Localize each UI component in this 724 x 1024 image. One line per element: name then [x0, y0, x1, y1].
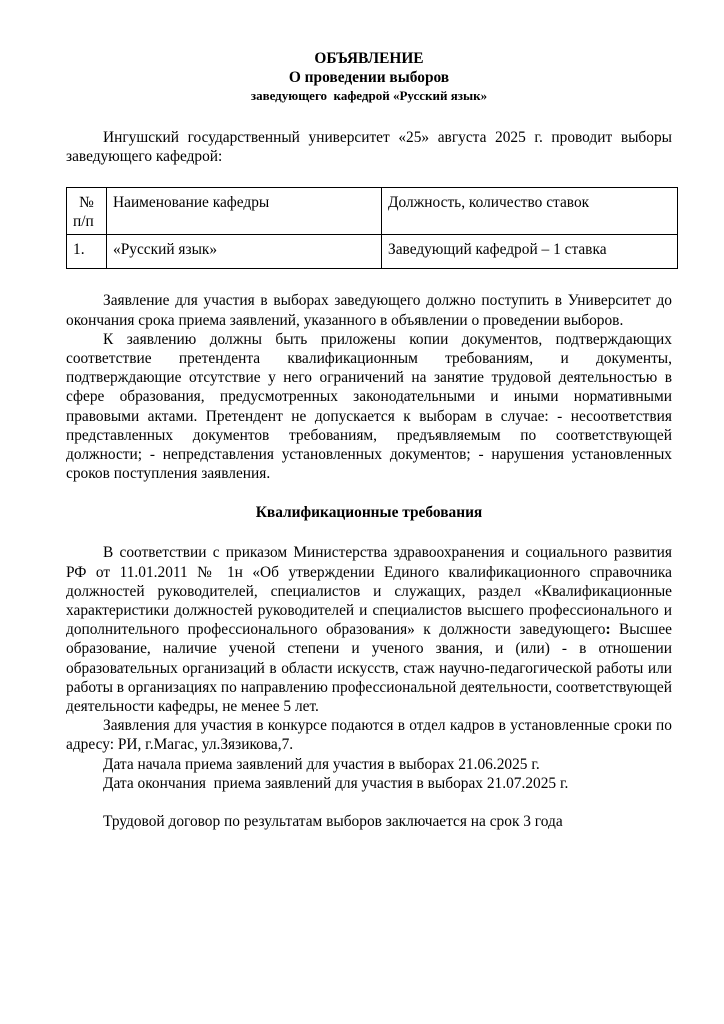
table-header-row: [67, 188, 678, 235]
row-position: Заведующий кафедрой – 1 ставка: [382, 235, 678, 269]
row-num: 1.: [67, 235, 107, 269]
qualification-paragraph: [66, 543, 672, 716]
header-name: Наименование кафедры: [107, 188, 382, 235]
document-page: [66, 50, 672, 831]
announcement-subtitle-2: заведующего кафедрой «Русский язык»: [250, 88, 488, 103]
submission-paragraph: Заявления для участия в конкурсе подаются в отдел кадров в установленные сроки по адресу: РИ, г.Магас, ул.Зязикова,7.: [66, 717, 672, 754]
qualification-text-1: В соответствии с приказом Министерства здравоохранения и социального развития РФ от 11.01.2011 № 1н «Об утверждении Единого квалификационного справочника должностей руководителей, специалистов и служащих, раздел «Квалификационные характеристики должностей руководителей и специалистов высшего профессионального и дополнительного профессионального образования» к должности заведующего: [66, 544, 672, 639]
header-num-line2: п/п: [73, 213, 94, 231]
end-date: Дата окончания приема заявлений для участия в выборах 21.07.2025 г.: [103, 774, 569, 792]
qualification-text-2: Высшее образование, наличие ученой степени и ученого звания, и (или) - в отношении образовательных организаций в области искусств, стаж научно-педагогической работы или работы в организациях по направлению профессиональной деятельности, соответствующей деятельности кафедры, не менее 5 лет.: [66, 621, 672, 716]
header-num-line1: №: [79, 194, 94, 212]
header-position: Должность, количество ставок: [382, 188, 678, 235]
paragraph-2: К заявлению должны быть приложены копии документов, подтверждающих соответствие претендента квалификационным требованиям, и документы, подтверждающие отсутствие у него ограничений на занятие трудовой деятельностью в сфере образования, предусмотренных законодательными и иными нормативными правовыми актами. Претендент не допускается к выборам в случае: - несоответствия представленных документов требованиям, предъявляемым по соответствующей должности; - непредставления установленных документов; - нарушения установленных сроков поступления заявления.: [66, 330, 672, 483]
row-name: «Русский язык»: [107, 235, 382, 269]
intro-paragraph: Ингушский государственный университет «25» августа 2025 г. проводит выборы заведующего кафедрой:: [66, 129, 672, 166]
header-num: [67, 188, 107, 235]
announcement-title: ОБЪЯВЛЕНИЕ: [314, 50, 424, 67]
department-table: [66, 187, 678, 269]
start-date: Дата начала приема заявлений для участия в выборах 21.06.2025 г.: [103, 755, 540, 773]
contract-paragraph: Трудовой договор по результатам выборов заключается на срок 3 года: [103, 813, 563, 831]
qualification-colon: :: [605, 621, 611, 639]
table-row: [67, 235, 678, 269]
dates-block: [66, 755, 672, 793]
paragraph-1: Заявление для участия в выборах заведующего должно поступить в Университет до окончания срока приема заявлений, указанного в объявлении о проведении выборов.: [66, 292, 672, 329]
qualification-heading: Квалификационные требования: [255, 504, 483, 522]
announcement-subtitle: О проведении выборов: [288, 69, 450, 86]
